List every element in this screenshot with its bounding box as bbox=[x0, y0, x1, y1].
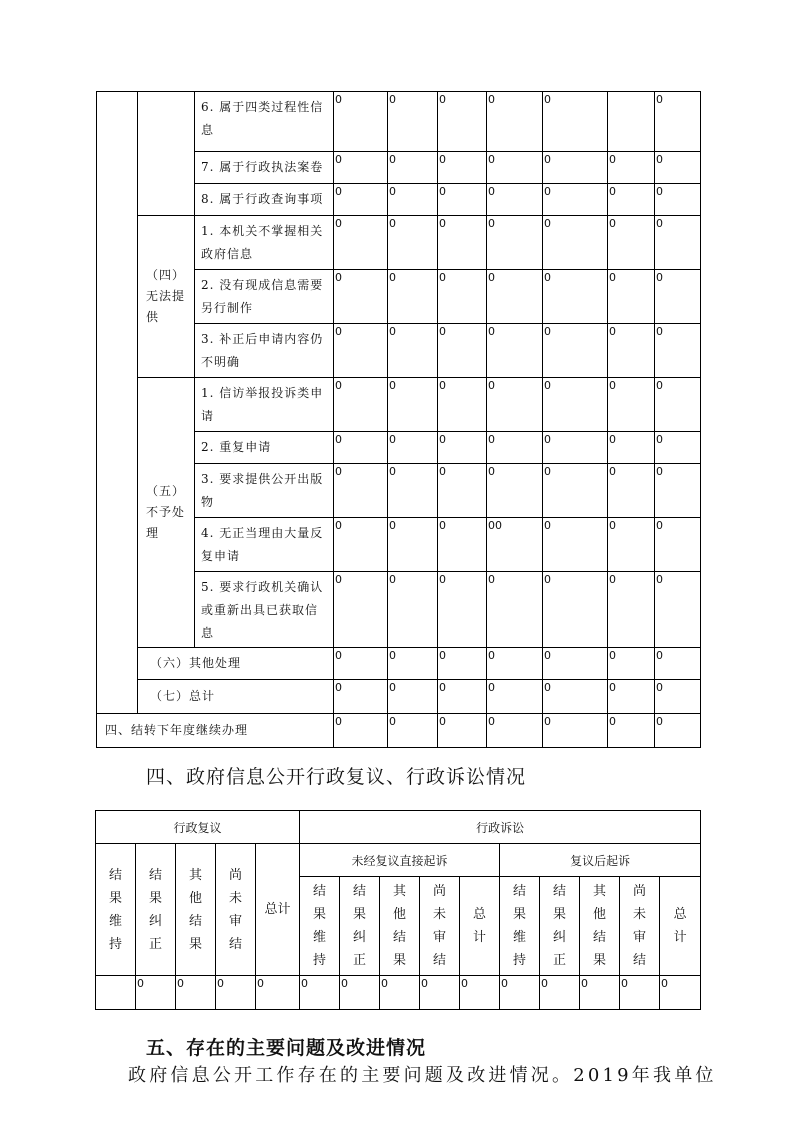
value-cell: 0 bbox=[334, 92, 388, 152]
row-label: 8. 属于行政查询事项 bbox=[195, 184, 334, 216]
row-label: 2. 重复申请 bbox=[195, 432, 334, 464]
value-cell: 0 bbox=[388, 464, 438, 518]
value-cell: 0 bbox=[334, 572, 388, 648]
value-cell: 0 bbox=[655, 92, 701, 152]
value-cell: 0 bbox=[334, 648, 388, 680]
row-label: 5. 要求行政机关确认或重新出具已获取信息 bbox=[195, 572, 334, 648]
after-col-2: 结果纠正 bbox=[540, 877, 580, 976]
group-no-provide: （四）无法提供 bbox=[138, 216, 195, 378]
value-cell: 0 bbox=[608, 680, 655, 714]
table-row bbox=[96, 976, 701, 1010]
row-label: 1. 本机关不掌握相关政府信息 bbox=[195, 216, 334, 270]
value-cell: 0 bbox=[543, 270, 608, 324]
row-label: 3. 补正后申请内容仍不明确 bbox=[195, 324, 334, 378]
value-cell: 0 bbox=[388, 92, 438, 152]
value-cell: 0 bbox=[136, 976, 176, 1010]
value-cell: 0 bbox=[388, 216, 438, 270]
value-cell: 0 bbox=[388, 432, 438, 464]
value-cell: 0 bbox=[438, 378, 487, 432]
value-cell: 0 bbox=[487, 464, 543, 518]
value-cell: 0 bbox=[388, 152, 438, 184]
table-row bbox=[97, 680, 701, 714]
value-cell: 0 bbox=[608, 648, 655, 680]
value-cell: 0 bbox=[388, 324, 438, 378]
value-cell: 0 bbox=[334, 216, 388, 270]
value-cell: 0 bbox=[543, 152, 608, 184]
value-cell: 0 bbox=[487, 378, 543, 432]
value-cell: 0 bbox=[543, 680, 608, 714]
value-cell: 0 bbox=[655, 184, 701, 216]
row-label: 2. 没有现成信息需要另行制作 bbox=[195, 270, 334, 324]
value-cell: 0 bbox=[487, 648, 543, 680]
value-cell: 0 bbox=[543, 432, 608, 464]
application-handling-table bbox=[96, 91, 701, 748]
header-review: 行政复议 bbox=[96, 811, 300, 844]
value-cell: 0 bbox=[608, 518, 655, 572]
row-label: （六）其他处理 bbox=[138, 648, 334, 680]
value-cell: 0 bbox=[340, 976, 380, 1010]
value-cell: 0 bbox=[420, 976, 460, 1010]
direct-col-4: 尚未审结 bbox=[420, 877, 460, 976]
value-cell: 0 bbox=[660, 976, 701, 1010]
value-cell: 0 bbox=[334, 324, 388, 378]
value-cell: 0 bbox=[655, 432, 701, 464]
value-cell: 0 bbox=[388, 378, 438, 432]
value-cell: 0 bbox=[334, 270, 388, 324]
row-label: （七）总计 bbox=[138, 680, 334, 714]
value-cell: 0 bbox=[334, 518, 388, 572]
value-cell: 0 bbox=[487, 216, 543, 270]
review-col-4: 尚未审结 bbox=[216, 844, 256, 976]
after-col-3: 其他结果 bbox=[580, 877, 620, 976]
value-cell: 0 bbox=[487, 714, 543, 748]
value-cell: 0 bbox=[487, 270, 543, 324]
value-cell: 0 bbox=[334, 680, 388, 714]
value-cell: 0 bbox=[487, 92, 543, 152]
value-cell: 0 bbox=[334, 714, 388, 748]
value-cell: 0 bbox=[608, 324, 655, 378]
value-cell: 0 bbox=[460, 976, 500, 1010]
value-cell: 0 bbox=[300, 976, 340, 1010]
value-cell bbox=[608, 92, 655, 152]
after-col-1: 结果维持 bbox=[500, 877, 540, 976]
value-cell: 0 bbox=[543, 464, 608, 518]
value-cell: 0 bbox=[487, 680, 543, 714]
row-label: 1. 信访举报投诉类申请 bbox=[195, 378, 334, 432]
value-cell: 0 bbox=[438, 714, 487, 748]
value-cell: 00 bbox=[487, 518, 543, 572]
value-cell bbox=[96, 976, 136, 1010]
value-cell: 0 bbox=[655, 270, 701, 324]
value-cell: 0 bbox=[543, 378, 608, 432]
value-cell: 0 bbox=[438, 572, 487, 648]
value-cell: 0 bbox=[655, 324, 701, 378]
value-cell: 0 bbox=[655, 216, 701, 270]
value-cell: 0 bbox=[256, 976, 300, 1010]
header-after-review: 复议后起诉 bbox=[500, 844, 701, 877]
value-cell: 0 bbox=[543, 518, 608, 572]
value-cell: 0 bbox=[655, 518, 701, 572]
value-cell: 0 bbox=[388, 184, 438, 216]
value-cell: 0 bbox=[655, 648, 701, 680]
value-cell: 0 bbox=[334, 184, 388, 216]
value-cell: 0 bbox=[543, 184, 608, 216]
review-col-total: 总计 bbox=[256, 844, 300, 976]
direct-col-3: 其他结果 bbox=[380, 877, 420, 976]
value-cell: 0 bbox=[500, 976, 540, 1010]
after-col-total: 总计 bbox=[660, 877, 701, 976]
value-cell: 0 bbox=[176, 976, 216, 1010]
body-paragraph: 政府信息公开工作存在的主要问题及改进情况。2019年我单位 bbox=[128, 1065, 717, 1086]
value-cell: 0 bbox=[543, 572, 608, 648]
value-cell: 0 bbox=[655, 152, 701, 184]
value-cell: 0 bbox=[655, 464, 701, 518]
value-cell: 0 bbox=[608, 270, 655, 324]
value-cell: 0 bbox=[438, 518, 487, 572]
review-col-2: 结果纠正 bbox=[136, 844, 176, 976]
value-cell: 0 bbox=[388, 518, 438, 572]
value-cell: 0 bbox=[608, 714, 655, 748]
table-row bbox=[97, 648, 701, 680]
header-direct-suit: 未经复议直接起诉 bbox=[300, 844, 500, 877]
value-cell: 0 bbox=[334, 378, 388, 432]
table-row bbox=[97, 714, 701, 748]
value-cell: 0 bbox=[655, 680, 701, 714]
value-cell: 0 bbox=[438, 184, 487, 216]
value-cell: 0 bbox=[334, 152, 388, 184]
value-cell: 0 bbox=[380, 976, 420, 1010]
value-cell: 0 bbox=[608, 378, 655, 432]
value-cell: 0 bbox=[388, 270, 438, 324]
table-row bbox=[97, 216, 701, 270]
value-cell: 0 bbox=[543, 714, 608, 748]
header-litigation: 行政诉讼 bbox=[300, 811, 701, 844]
row-label: 4. 无正当理由大量反复申请 bbox=[195, 518, 334, 572]
value-cell: 0 bbox=[388, 714, 438, 748]
value-cell: 0 bbox=[438, 648, 487, 680]
review-col-1: 结果维持 bbox=[96, 844, 136, 976]
value-cell: 0 bbox=[543, 324, 608, 378]
section-heading-review-litigation: 四、政府信息公开行政复议、行政诉讼情况 bbox=[146, 766, 527, 788]
value-cell: 0 bbox=[543, 648, 608, 680]
value-cell: 0 bbox=[438, 152, 487, 184]
group-prior-cell bbox=[138, 92, 195, 216]
review-col-3: 其他结果 bbox=[176, 844, 216, 976]
value-cell: 0 bbox=[543, 92, 608, 152]
value-cell: 0 bbox=[487, 152, 543, 184]
value-cell: 0 bbox=[608, 216, 655, 270]
table-row bbox=[97, 92, 701, 152]
after-col-4: 尚未审结 bbox=[620, 877, 660, 976]
value-cell: 0 bbox=[438, 324, 487, 378]
value-cell: 0 bbox=[543, 216, 608, 270]
direct-col-1: 结果维持 bbox=[300, 877, 340, 976]
row-label: 3. 要求提供公开出版物 bbox=[195, 464, 334, 518]
value-cell: 0 bbox=[620, 976, 660, 1010]
outer-blank-cell bbox=[97, 92, 138, 714]
direct-col-total: 总计 bbox=[460, 877, 500, 976]
value-cell: 0 bbox=[608, 464, 655, 518]
value-cell: 0 bbox=[655, 378, 701, 432]
group-no-process: （五）不予处理 bbox=[138, 378, 195, 648]
row-label: 四、结转下年度继续办理 bbox=[97, 714, 334, 748]
value-cell: 0 bbox=[580, 976, 620, 1010]
value-cell: 0 bbox=[487, 324, 543, 378]
value-cell: 0 bbox=[608, 184, 655, 216]
section-heading-issues: 五、存在的主要问题及改进情况 bbox=[146, 1037, 427, 1059]
value-cell: 0 bbox=[608, 152, 655, 184]
value-cell: 0 bbox=[487, 184, 543, 216]
value-cell: 0 bbox=[608, 432, 655, 464]
value-cell: 0 bbox=[438, 432, 487, 464]
value-cell: 0 bbox=[438, 270, 487, 324]
row-label: 6. 属于四类过程性信息 bbox=[195, 92, 334, 152]
value-cell: 0 bbox=[487, 572, 543, 648]
review-litigation-table bbox=[95, 810, 701, 1010]
value-cell: 0 bbox=[608, 572, 655, 648]
value-cell: 0 bbox=[540, 976, 580, 1010]
value-cell: 0 bbox=[388, 648, 438, 680]
value-cell: 0 bbox=[388, 680, 438, 714]
value-cell: 0 bbox=[655, 572, 701, 648]
value-cell: 0 bbox=[334, 464, 388, 518]
value-cell: 0 bbox=[334, 432, 388, 464]
value-cell: 0 bbox=[655, 714, 701, 748]
table-row bbox=[97, 378, 701, 432]
value-cell: 0 bbox=[216, 976, 256, 1010]
value-cell: 0 bbox=[438, 92, 487, 152]
value-cell: 0 bbox=[487, 432, 543, 464]
value-cell: 0 bbox=[438, 216, 487, 270]
value-cell: 0 bbox=[438, 680, 487, 714]
value-cell: 0 bbox=[388, 572, 438, 648]
direct-col-2: 结果纠正 bbox=[340, 877, 380, 976]
value-cell: 0 bbox=[438, 464, 487, 518]
row-label: 7. 属于行政执法案卷 bbox=[195, 152, 334, 184]
